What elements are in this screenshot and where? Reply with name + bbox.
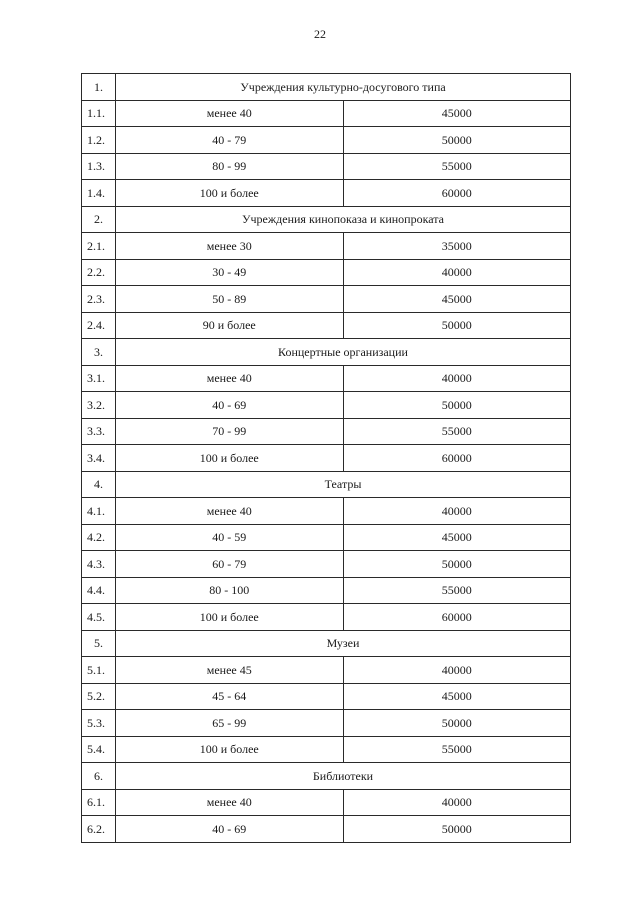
row-value: 50000 [343, 551, 571, 578]
table-row [82, 736, 571, 763]
row-range: 40 - 69 [116, 816, 344, 843]
row-number: 6.1. [82, 789, 116, 816]
row-number: 3.3. [82, 418, 116, 445]
section-title: Библиотеки [116, 763, 571, 790]
row-number: 2.2. [82, 259, 116, 286]
row-value: 40000 [343, 498, 571, 525]
row-number: 2.4. [82, 312, 116, 339]
row-value: 60000 [343, 445, 571, 472]
row-number: 6.2. [82, 816, 116, 843]
section-number: 4. [82, 471, 116, 498]
row-number: 3.1. [82, 365, 116, 392]
section-title: Учреждения культурно-досугового типа [116, 74, 571, 101]
row-range: 100 и более [116, 180, 344, 207]
table-row [82, 577, 571, 604]
row-number: 4.1. [82, 498, 116, 525]
row-range: 40 - 59 [116, 524, 344, 551]
row-number: 4.5. [82, 604, 116, 631]
table-row [82, 816, 571, 843]
row-range: 80 - 99 [116, 153, 344, 180]
table-row [82, 153, 571, 180]
section-number: 6. [82, 763, 116, 790]
rates-table [81, 73, 571, 843]
row-range: 90 и более [116, 312, 344, 339]
row-number: 2.1. [82, 233, 116, 260]
row-value: 50000 [343, 127, 571, 154]
table-row [82, 789, 571, 816]
row-value: 50000 [343, 392, 571, 419]
table-row [82, 551, 571, 578]
section-number: 2. [82, 206, 116, 233]
section-header-row [82, 471, 571, 498]
row-value: 50000 [343, 816, 571, 843]
row-number: 5.1. [82, 657, 116, 684]
row-value: 55000 [343, 577, 571, 604]
row-value: 45000 [343, 100, 571, 127]
table-row [82, 604, 571, 631]
table-row [82, 657, 571, 684]
row-number: 5.4. [82, 736, 116, 763]
row-number: 3.2. [82, 392, 116, 419]
row-number: 2.3. [82, 286, 116, 313]
row-range: 30 - 49 [116, 259, 344, 286]
row-number: 1.1. [82, 100, 116, 127]
row-range: менее 40 [116, 498, 344, 525]
section-header-row [82, 763, 571, 790]
row-value: 40000 [343, 789, 571, 816]
row-value: 60000 [343, 180, 571, 207]
page-number: 22 [314, 27, 326, 41]
row-range: 100 и более [116, 445, 344, 472]
table-row [82, 180, 571, 207]
row-range: 45 - 64 [116, 683, 344, 710]
table-row [82, 392, 571, 419]
row-range: 100 и более [116, 604, 344, 631]
row-value: 55000 [343, 736, 571, 763]
row-value: 35000 [343, 233, 571, 260]
row-value: 50000 [343, 710, 571, 737]
row-range: менее 45 [116, 657, 344, 684]
row-number: 5.3. [82, 710, 116, 737]
row-value: 50000 [343, 312, 571, 339]
row-number: 1.3. [82, 153, 116, 180]
table-row [82, 100, 571, 127]
table-body [82, 74, 571, 843]
row-value: 60000 [343, 604, 571, 631]
table-row [82, 524, 571, 551]
row-range: 60 - 79 [116, 551, 344, 578]
table-row [82, 498, 571, 525]
section-header-row [82, 339, 571, 366]
row-number: 4.4. [82, 577, 116, 604]
row-number: 5.2. [82, 683, 116, 710]
row-number: 3.4. [82, 445, 116, 472]
table-row [82, 286, 571, 313]
row-value: 40000 [343, 259, 571, 286]
table-row [82, 445, 571, 472]
row-value: 55000 [343, 153, 571, 180]
row-value: 45000 [343, 683, 571, 710]
section-header-row [82, 630, 571, 657]
row-range: менее 40 [116, 100, 344, 127]
row-range: менее 40 [116, 789, 344, 816]
table-row [82, 710, 571, 737]
row-value: 45000 [343, 286, 571, 313]
section-title: Музеи [116, 630, 571, 657]
row-range: 100 и более [116, 736, 344, 763]
section-title: Театры [116, 471, 571, 498]
row-number: 1.4. [82, 180, 116, 207]
row-range: 65 - 99 [116, 710, 344, 737]
section-title: Концертные организации [116, 339, 571, 366]
table-row [82, 312, 571, 339]
section-number: 5. [82, 630, 116, 657]
section-title: Учреждения кинопоказа и кинопроката [116, 206, 571, 233]
row-value: 45000 [343, 524, 571, 551]
row-range: менее 30 [116, 233, 344, 260]
row-number: 1.2. [82, 127, 116, 154]
row-value: 55000 [343, 418, 571, 445]
row-value: 40000 [343, 657, 571, 684]
row-range: 80 - 100 [116, 577, 344, 604]
row-number: 4.3. [82, 551, 116, 578]
table-row [82, 259, 571, 286]
section-header-row [82, 74, 571, 101]
row-range: менее 40 [116, 365, 344, 392]
section-header-row [82, 206, 571, 233]
row-range: 40 - 69 [116, 392, 344, 419]
row-range: 40 - 79 [116, 127, 344, 154]
section-number: 3. [82, 339, 116, 366]
table-row [82, 233, 571, 260]
table-row [82, 365, 571, 392]
row-value: 40000 [343, 365, 571, 392]
table-row [82, 418, 571, 445]
section-number: 1. [82, 74, 116, 101]
row-number: 4.2. [82, 524, 116, 551]
table-row [82, 127, 571, 154]
table-row [82, 683, 571, 710]
row-range: 70 - 99 [116, 418, 344, 445]
row-range: 50 - 89 [116, 286, 344, 313]
